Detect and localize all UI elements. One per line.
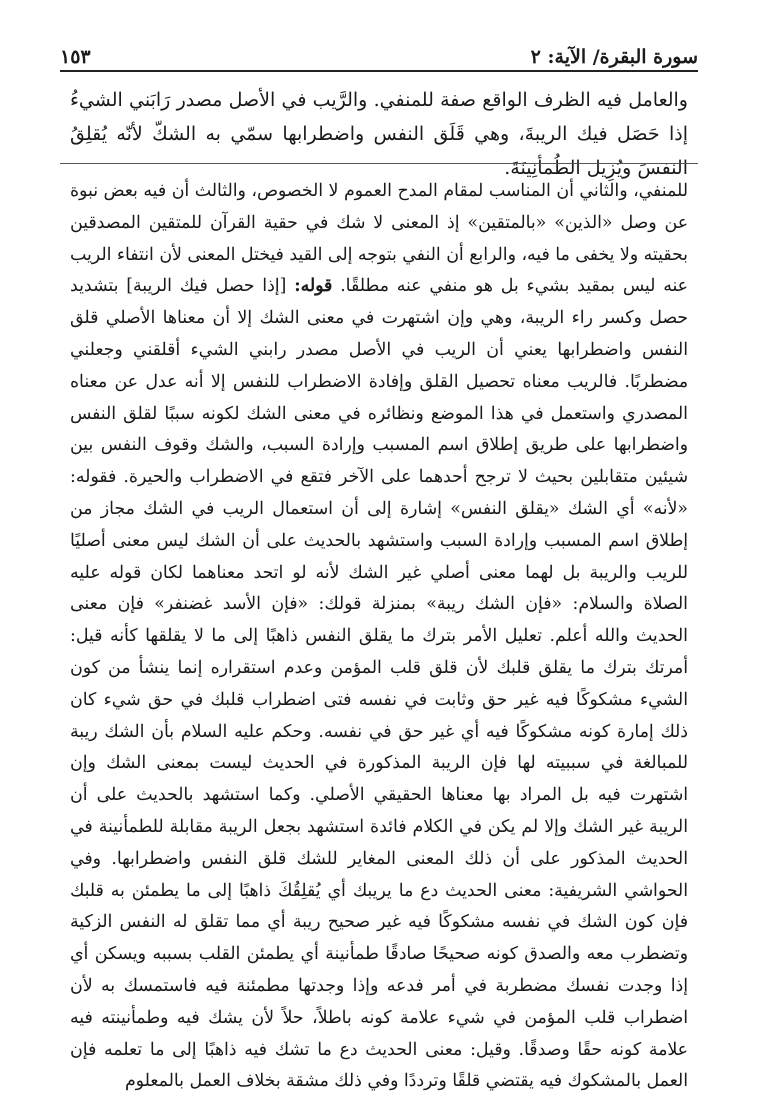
page-number: ١٥٣ xyxy=(60,46,91,68)
commentary-part-2: [إذا حصل فيك الريبة] بتشديد حصل وكسر راء الريبة، وهي وإن اشتهرت في معنى الشك إلا أن معناها الأصلي قلق النفس واضطرابها يعني أن الريب في الأصل مصدر رابني الشيء أقلقني وجعلني مضطربًا. فالريب معناه تحصيل القلق وإفادة الاضطراب للنفس إلا أنه عدل عن معناه المصدري واستعمل في هذا الموضع ونظائره في معنى الشك لكونه سببًا لقلق النفس واضطرابها على طريق إطلاق اسم المسبب وإرادة السبب، والشك وقوف النفس بين شيئين متقابلين بحيث لا ترجح أحدهما على الآخر فتقع في الاضطراب والحيرة. فقوله: «لأنه» أي الشك «يقلق النفس» إشارة إلى أن استعمال الريب في الشك مجاز من إطلاق اسم المسبب وإرادة السبب واستشهد بالحديث على أن الشك ليس معنى أصليًا للريب والريبة بل لهما معنى أصلي غير الشك لأنه لو اتحد معناهما لكان قوله عليه الصلاة والسلام: «فإن الشك ريبة» بمنزلة قولك: «فإن الأسد غضنفر» فإن معنى الحديث والله أعلم. تعليل الأمر بترك ما يقلق النفس ذاهبًا إلى ما لا يقلقها كأنه قيل: أمرتك بترك ما يقلق قلبك لأن قلق قلب المؤمن وعدم استقراره إنما ينشأ من كون الشيء مشكوكًا فيه غير حق وثابت في نفسه فتى اضطراب قلبك في حق شيء كان ذلك إمارة كونه مشكوكًا فيه أي غير حق في نفسه. وحكم عليه السلام بأن الشك ريبة للمبالغة في سببيته لها فإن الريبة المذكورة في الحديث ليست بمعنى الشك وإن اشتهرت فيه بل المراد بها معناها الحقيقي الأصلي. وكما استشهد بالحديث على أن الريبة غير الشك وإلا لم يكن في الكلام فائدة استشهد بجعل الريبة مقابلة للطمأنينة في الحديث المذكور على أن ذلك المعنى المغاير للشك قلق النفس واضطرابها. وفي الحواشي الشريفية: معنى الحديث دع ما يريبك أي يُقلِقُكَ ذاهبًا إلى ما يطمئن به قلبك فإن كون الشك في نفسه مشكوكًا فيه غير صحيح ريبة أي مما تقلق له النفس الزكية وتضطرب معه والصدق كونه صحيحًا صادقًا طمأنينة أي يطمئن القلب بسببه ويسكن أي إذا وجدت نفسك مضطربة في أمر فدعه وإذا وجدتها مطمئنة فيه فاستمسك به لأن اضطراب قلب المؤمن في شيء علامة كونه باطلاً، حلاً لأن يشك فيه وطمأنينته فيه علامة كونه حقًا وصدقًا. وقيل: معنى الحديث دع ما تشك فيه ذاهبًا إلى ما تعلمه فإن العمل بالمشكوك فيه يقتضي قلقًا وترددًا وفي ذلك مشقة بخلاف العمل بالمعلوم xyxy=(70,276,688,1092)
main-text xyxy=(70,83,688,185)
commentary-paragraph xyxy=(70,176,688,1098)
running-title: سورة البقرة/ الآية: ٢ xyxy=(530,46,698,68)
main-text-paragraph: والعامل فيه الظرف الواقع صفة للمنفي. والرَّيب في الأصل مصدر رَابَني الشيءُ إذا حَصَل فيك الريبةَ، وهي قَلَق النفس واضطرابها سمّي به الشكّ لأنّه يُقلِقُ النفسَ ويُزِيل الطُمأنِينَةَ. xyxy=(70,89,688,179)
page-header xyxy=(60,38,698,68)
commentary-keyword: قوله: xyxy=(294,276,333,297)
commentary-divider xyxy=(60,163,698,164)
commentary-text xyxy=(70,176,688,1098)
commentary-part-1: للمنفي، والثاني أن المناسب لمقام المدح العموم لا الخصوص، والثالث أن فيه بعض نبوة عن وصل «الذين» «بالمتقين» إذ المعنى لا شك في حقية القرآن للمتقين المصدقين بحقيته ولا يخفى ما فيه، والرابع أن النفي بتوجه إلى القيد فيختل المعنى لأن انتفاء الريب عنه ليس بمقيد بشيء بل هو منفي عنه مطلقًا. xyxy=(70,181,688,297)
header-divider xyxy=(60,70,698,72)
